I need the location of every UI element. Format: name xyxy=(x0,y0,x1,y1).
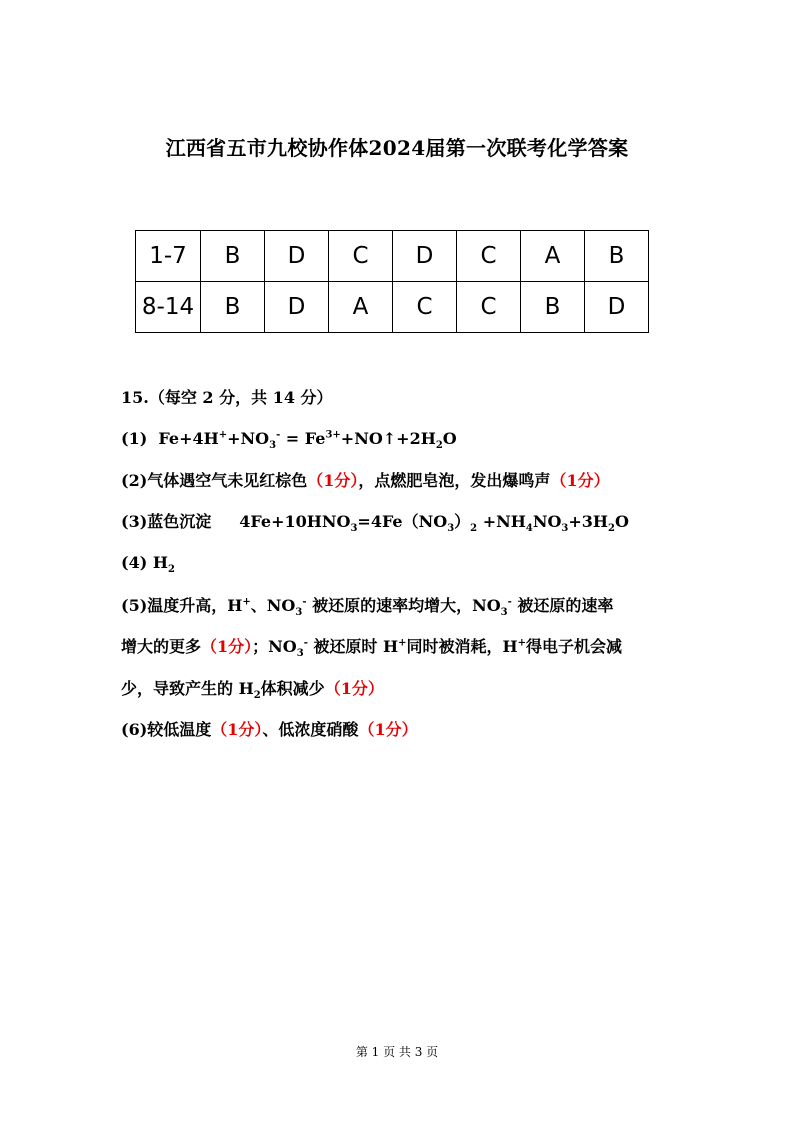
answer-cell: D xyxy=(265,231,329,282)
q15-part-5-line-3 xyxy=(121,679,384,702)
score-note: （1分） xyxy=(307,471,359,490)
text: O xyxy=(442,429,457,448)
text: 体积减少 xyxy=(260,679,325,698)
subscript: 3 xyxy=(269,440,277,452)
superscript: 3+ xyxy=(325,429,341,441)
text: =4Fe（NO xyxy=(357,512,448,531)
text: Fe+4H xyxy=(158,429,219,448)
text: (2)气体遇空气未见红棕色 xyxy=(121,471,308,490)
answer-cell: D xyxy=(265,282,329,333)
q15-part-4 xyxy=(121,553,175,576)
table-row xyxy=(136,282,649,333)
page-footer: 第 1 页 共 3 页 xyxy=(355,1045,439,1059)
text: ） xyxy=(454,512,471,531)
q15-part-5-line-1 xyxy=(121,596,614,619)
text: 增大的更多 xyxy=(121,637,202,656)
answer-cell: C xyxy=(393,282,457,333)
text: +NO xyxy=(227,429,270,448)
answer-cell: C xyxy=(329,231,393,282)
subscript: 3 xyxy=(296,648,304,660)
subscript: 3 xyxy=(295,607,303,619)
answer-cell: B xyxy=(201,231,265,282)
text: 得电子机会减 xyxy=(526,637,623,656)
row-label: 8-14 xyxy=(136,282,201,333)
subscript: 3 xyxy=(447,523,455,535)
part-number: (1) xyxy=(121,429,148,448)
answer-cell: C xyxy=(457,231,521,282)
text: +NO↑+2H xyxy=(340,429,436,448)
q15-part-1 xyxy=(121,429,457,452)
subscript: 2 xyxy=(167,564,175,576)
subscript: 2 xyxy=(253,690,261,702)
score-note: （1分） xyxy=(201,637,253,656)
text: (4) H xyxy=(121,553,168,572)
subscript: 2 xyxy=(435,440,443,452)
text: O xyxy=(614,512,629,531)
text: (3)蓝色沉淀 xyxy=(121,512,212,531)
superscript: + xyxy=(517,637,527,649)
q15-part-5-line-2 xyxy=(121,637,623,660)
text: 、低浓度硝酸 xyxy=(262,720,359,739)
answer-cell: A xyxy=(521,231,585,282)
q15-part-3 xyxy=(121,512,629,535)
score-note: （1分） xyxy=(211,720,263,739)
text: +3H xyxy=(568,512,609,531)
answer-cell: B xyxy=(585,231,649,282)
text: ，点燃肥皂泡，发出爆鸣声 xyxy=(358,471,551,490)
page-title: 江西省五市九校协作体2024届第一次联考化学答案 xyxy=(165,136,629,160)
text: 4Fe+10HNO xyxy=(239,512,351,531)
answer-cell: D xyxy=(393,231,457,282)
text: = Fe xyxy=(280,429,326,448)
row-label: 1-7 xyxy=(136,231,201,282)
superscript: - xyxy=(303,637,308,649)
superscript: + xyxy=(218,429,228,441)
subscript: 2 xyxy=(470,523,478,535)
text: 少，导致产生的 H xyxy=(121,679,254,698)
text: NO xyxy=(532,512,562,531)
answer-cell: A xyxy=(329,282,393,333)
text: 、NO xyxy=(250,596,296,615)
score-note: （1分） xyxy=(550,471,610,490)
text: 同时被消耗，H xyxy=(406,637,518,656)
superscript: + xyxy=(398,637,407,649)
text: 被还原的速率 xyxy=(511,596,614,615)
superscript: + xyxy=(242,596,251,608)
subscript: 3 xyxy=(500,607,508,619)
subscript: 2 xyxy=(608,523,615,535)
subscript: 3 xyxy=(350,523,358,535)
score-note: （1分） xyxy=(324,679,384,698)
answer-table xyxy=(135,230,649,333)
superscript: - xyxy=(507,596,512,608)
q15-header: 15.（每空 2 分，共 14 分） xyxy=(121,388,333,407)
superscript: - xyxy=(302,596,307,608)
answer-cell: B xyxy=(201,282,265,333)
text: (6)较低温度 xyxy=(121,720,212,739)
subscript: 4 xyxy=(525,523,533,535)
q15-part-2 xyxy=(121,471,610,490)
answer-cell: D xyxy=(585,282,649,333)
answer-cell: B xyxy=(521,282,585,333)
subscript: 3 xyxy=(561,523,569,535)
q15-part-6 xyxy=(121,720,418,739)
answer-cell: C xyxy=(457,282,521,333)
text: 被还原的速率均增大，NO xyxy=(306,596,501,615)
text: (5)温度升高，H xyxy=(121,596,243,615)
text: ；NO xyxy=(252,637,297,656)
table-row xyxy=(136,231,649,282)
superscript: - xyxy=(276,429,281,441)
text: 被还原时 H xyxy=(307,637,399,656)
score-note: （1分） xyxy=(358,720,418,739)
text: +NH xyxy=(477,512,526,531)
